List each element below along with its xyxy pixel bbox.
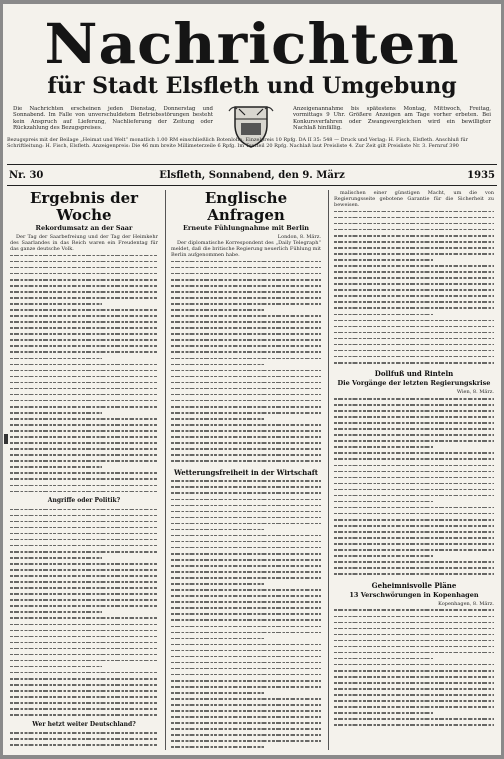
article-lead: malischen einer günstigen Macht, um die von Regierungsseite gebotene Garantie für die Sicherheit zu beweisen.: [334, 190, 494, 209]
section-heading: Wetterungsfreiheit in der Wirtschaft: [173, 467, 319, 477]
text-line: [10, 712, 158, 718]
article-lead: Der Tag der Saarbefreiung und der Tag der Heimkehr des Saarlandes in das Reich waren ein Freudentag für das ganze deutsche Volk.: [10, 234, 158, 253]
text-line: [171, 458, 321, 464]
article-dateline: Wien, 8. März.: [456, 389, 494, 396]
advertising-notice: Anzeigenannahme bis spätestens Montag, Mittwoch, Freitag, vormittags 9 Uhr. Größere Anzeigen am Tage vorher erbeten. Bei Konkursverfahren oder Zwangsvergleichen wird ein bewilligter Nachlaß hinfällig.: [293, 106, 491, 132]
article-body: [10, 730, 158, 750]
column-1: [10, 190, 158, 750]
section-subheading: 13 Verschwörungen in Kopenhagen: [349, 590, 479, 599]
issue-year: 1935: [467, 170, 495, 181]
column-3: [334, 190, 494, 750]
article-lead: Der diplomatische Korrespondent des „Daily Telegraph“ meldet, daß die britische Regierung neuerlich Fühlung mit Berlin aufgenommen habe.: [171, 240, 321, 259]
article-body: [334, 395, 494, 576]
divider: [7, 164, 497, 165]
article-subheadline: Rekordumsatz an der Saar: [35, 224, 133, 232]
text-line: [10, 488, 158, 494]
publication-notice: Die Nachrichten erscheinen jeden Dienstag, Donnerstag und Sonnabend. Im Falle von unverschuldetem Betriebsstörungen besteht kein Anspruch auf Lieferung, Nachlieferung der Zeitung oder Rückzahlung des Bezugspreises.: [13, 106, 213, 132]
masthead: [3, 4, 501, 104]
article-body: [334, 607, 494, 728]
column-divider: [165, 190, 166, 750]
article-body: [171, 478, 321, 750]
article-headline: Englische Anfragen: [204, 190, 288, 224]
text-line: [334, 359, 494, 365]
newspaper-page: [3, 4, 501, 755]
dateline: [9, 170, 495, 184]
text-line: [334, 571, 494, 577]
article-dateline: London, 8. März.: [277, 234, 321, 240]
binding-mark: [4, 434, 8, 444]
section-heading: Angriffe oder Politik?: [47, 497, 121, 505]
article-body: [334, 208, 494, 365]
section-heading: Dollfuß und Rinteln: [374, 369, 454, 379]
text-line: [334, 722, 494, 728]
divider: [7, 185, 497, 186]
section-subheading: Die Vorgänge der letzten Regierungskrise: [337, 379, 491, 388]
column-2: [171, 190, 321, 750]
issue-number: Nr. 30: [9, 170, 44, 181]
column-divider: [328, 190, 329, 750]
article-body: [10, 252, 158, 494]
article-body: [171, 258, 321, 464]
article-body: [10, 506, 158, 718]
text-line: [10, 748, 158, 750]
newspaper-title: Nachrichten: [44, 11, 460, 77]
publisher-line: Bezugspreis mit der Beilage „Heimat und Welt“ monatlich 1.00 RM einschließlich Botenlohn. Einzelpreis 10 Rpfg. DA II 35: 548 — Druck und Verlag: H. Fisch, Elsfleth. Anschluß für Schriftleitung: H. Fisch, Elsfleth. Anzeigenpreis: Die 46 mm breite Millimeterzeile 6 Rpfg. Im Textteil 20 Rpfg. Nachlaß laut Preisliste 4. Zur Zeit gilt Preisliste Nr. 3. Fernruf 390: [7, 137, 469, 149]
article-headline: Ergebnis der Woche: [29, 190, 139, 224]
issue-date: Elsfleth, Sonnabend, den 9. März: [159, 170, 345, 181]
newspaper-subtitle: für Stadt Elsfleth und Umgebung: [47, 73, 457, 99]
article-subheadline: Erneute Fühlungnahme mit Berlin: [182, 224, 310, 232]
article-dateline: Kopenhagen, 8. März.: [438, 600, 494, 607]
section-heading: Geheimnisvolle Pläne: [371, 580, 457, 590]
section-heading: Wer hetzt weiter Deutschland?: [32, 720, 136, 728]
